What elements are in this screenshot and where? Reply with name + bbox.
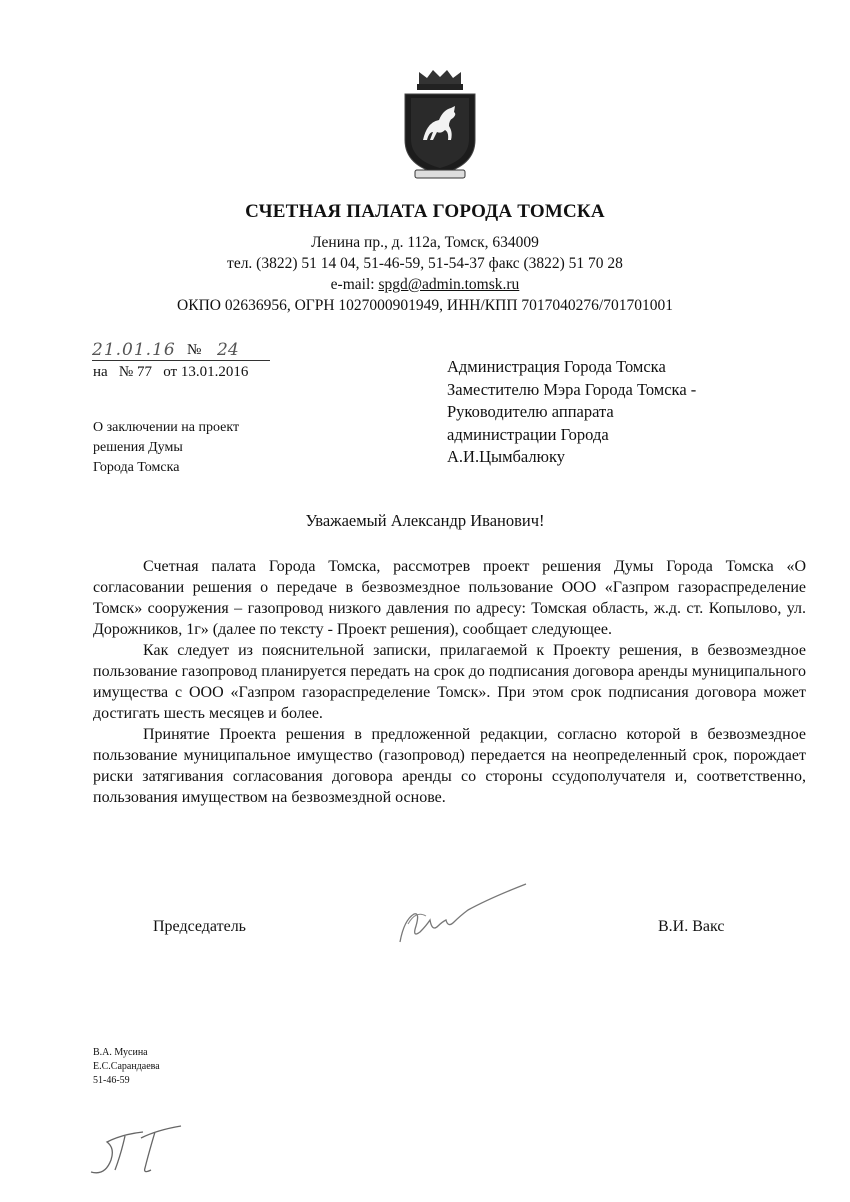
executor-name: Е.С.Сарандаева <box>93 1061 160 1072</box>
registration-codes: ОКПО 02636956, ОГРН 1027000901949, ИНН/КПП 7017040276/701701001 <box>177 297 673 314</box>
addressee-line: администрации Города <box>447 424 609 444</box>
addressee-line: Заместителю Мэра Города Томска - <box>447 379 697 399</box>
signature-icon <box>390 880 530 950</box>
addressee-line: Администрация Города Томска <box>447 357 666 376</box>
subject-line: О заключении на проект <box>93 420 240 435</box>
handwritten-date: 21.01.16 <box>92 340 176 360</box>
addressee-line: Руководителю аппарата <box>447 402 614 421</box>
handwritten-number: 24 <box>217 340 239 360</box>
signatory-name: В.И. Вакс <box>658 918 725 935</box>
email-link[interactable]: spgd@admin.tomsk.ru <box>378 276 520 293</box>
coat-of-arms-icon <box>397 70 483 182</box>
signatory-title: Председатель <box>153 918 246 935</box>
reference-line: на № 77 от 13.01.2016 <box>93 364 249 380</box>
subject-line: Города Томска <box>93 460 180 475</box>
addressee-line: А.И.Цымбалюку <box>447 447 565 466</box>
body-paragraph: Принятие Проекта решения в предложенной редакции, согласно которой в безвозмездное пользование муниципальное имущество (газопровод) передается на неопределенный срок, порождает риски затягивания согласования договора аренды со стороны ссудополучателя и, соответственно, пользования имуществом на безвозмездной основе. <box>93 726 806 806</box>
letter-body <box>93 556 806 808</box>
letter-subject <box>93 418 293 478</box>
address-line: Ленина пр., д. 112а, Томск, 634009 <box>311 234 539 251</box>
email-line <box>0 275 850 295</box>
executor-phone: 51-46-59 <box>93 1075 130 1086</box>
email-label: e-mail: <box>330 276 379 293</box>
greeting: Уважаемый Александр Иванович! <box>305 511 545 530</box>
body-paragraph: Как следует из пояснительной записки, прилагаемой к Проекту решения, в безвозмездное пользование газопровод планируется передать на срок до подписания договора аренды муниципального имущества с ООО «Газпром газораспределение Томск». При этом срок подписания договора может достигать шесть месяцев и более. <box>93 642 806 722</box>
handwritten-initials-icon <box>85 1120 195 1180</box>
executors-block <box>93 1046 160 1088</box>
executor-name: В.А. Мусина <box>93 1047 148 1058</box>
underline <box>92 360 270 361</box>
organization-title: СЧЕТНАЯ ПАЛАТА ГОРОДА ТОМСКА <box>245 201 605 222</box>
phone-line: тел. (3822) 51 14 04, 51-46-59, 51-54-37 факс (3822) 51 70 28 <box>227 255 623 272</box>
body-paragraph: Счетная палата Города Томска, рассмотрев проект решения Думы Города Томска «О согласовании решения о передаче в безвозмездное пользование ООО «Газпром газораспределение Томск» сооружения – газопровод низкого давления по адресу: Томская область, ж.д. ст. Копылово, ул. Дорожников, 1г» (далее по тексту - Проект решения), сообщает следующее. <box>93 558 806 638</box>
outgoing-registration <box>92 340 270 362</box>
subject-line: решения Думы <box>93 440 183 455</box>
number-label: № <box>187 342 202 358</box>
addressee-block <box>447 356 696 469</box>
